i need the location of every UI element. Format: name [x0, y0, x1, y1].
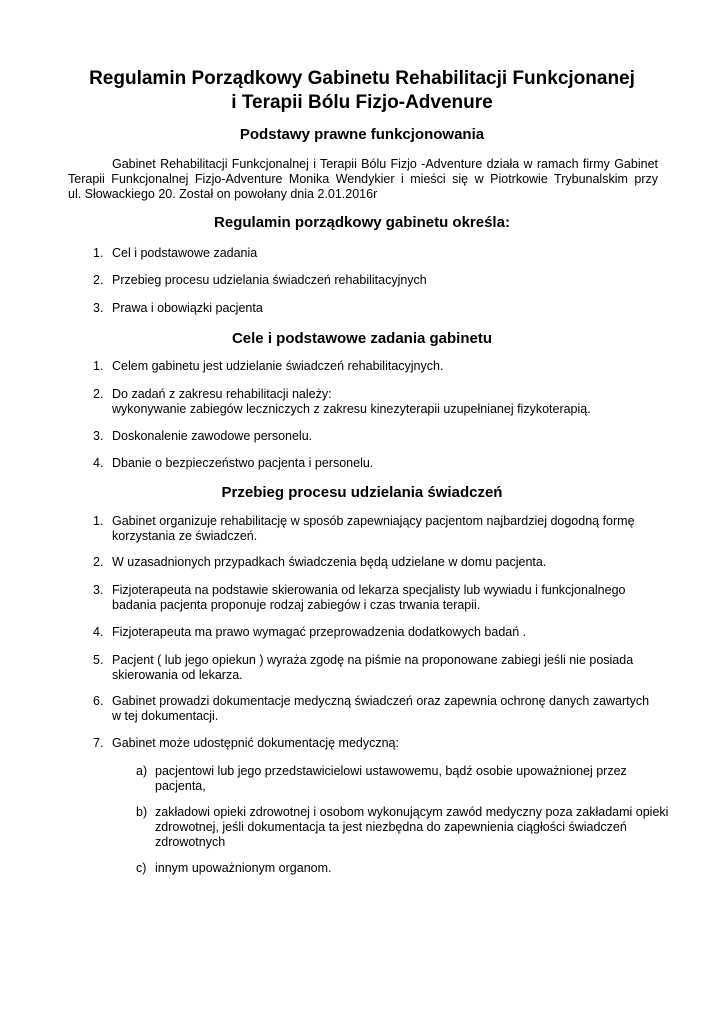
sub-list-item-text: pacjenta,: [155, 779, 206, 793]
document-title-line-2: i Terapii Bólu Fizjo-Advenure: [231, 92, 493, 113]
list-item-number: 2.: [93, 555, 104, 569]
legal-basis-paragraph: [68, 157, 658, 202]
paragraph-line: Terapii Funkcjonalnej Fizjo-Adventure Monika Wendykier i mieści się w Piotrkowie Trybunalskim przy: [68, 172, 658, 186]
section-heading-goals: Cele i podstawowe zadania gabinetu: [231, 330, 493, 347]
list-item-number: 1.: [93, 514, 104, 528]
list-item-number: 5.: [93, 653, 104, 667]
list-item-number: 2.: [93, 387, 104, 401]
list-item-text: Prawa i obowiązki pacjenta: [112, 301, 263, 315]
paragraph-line: Gabinet Rehabilitacji Funkcjonalnej i Terapii Bólu Fizjo -Adventure działa w ramach firmy Gabinet: [112, 157, 658, 171]
sub-list-item-text: zakładowi opieki zdrowotnej i osobom wykonującym zawód medyczny poza zakładami opieki: [155, 805, 669, 819]
list-item-text: korzystania ze świadczeń.: [112, 529, 258, 543]
list-item-text: Pacjent ( lub jego opiekun ) wyraża zgodę na piśmie na proponowane zabiegi jeśli nie posiada: [112, 653, 634, 667]
list-item-text: w tej dokumentacji.: [112, 709, 219, 723]
list-item-text: Celem gabinetu jest udzielanie świadczeń rehabilitacyjnych.: [112, 359, 444, 373]
sub-list-item-text: zdrowotnej, jeśli dokumentacja ta jest niezbędna do zapewnienia ciągłości świadczeń: [155, 820, 627, 834]
list-item-number: 6.: [93, 694, 104, 708]
list-item-number: 3.: [93, 301, 104, 315]
list-item-text: Fizjoterapeuta ma prawo wymagać przeprowadzenia dodatkowych badań .: [112, 625, 527, 639]
sub-list-item-letter: a): [136, 764, 148, 778]
sub-list-item-letter: b): [136, 805, 148, 819]
sub-list-item-text: innym upoważnionym organom.: [155, 861, 332, 875]
paragraph-line: ul. Słowackiego 20. Został on powołany dnia 2.01.2016r: [68, 187, 378, 201]
list-item-text: Fizjoterapeuta na podstawie skierowania od lekarza specjalisty lub wywiadu i funkcjonalnego: [112, 583, 626, 597]
section-heading-legal-basis: Podstawy prawne funkcjonowania: [239, 126, 485, 143]
list-item-number: 4.: [93, 456, 104, 470]
list-item-number: 1.: [93, 246, 104, 260]
list-item-text: Gabinet organizuje rehabilitację w sposób zapewniający pacjentom najbardziej dogodną formę: [112, 514, 635, 528]
sub-list-item-text: pacjentowi lub jego przedstawicielowi ustawowemu, bądź osobie upoważnionej przez: [155, 764, 627, 778]
list-item-text: W uzasadnionych przypadkach świadczenia będą udzielane w domu pacjenta.: [112, 555, 547, 569]
section-heading-process: Przebieg procesu udzielania świadczeń: [221, 484, 503, 501]
list-item-text: Przebieg procesu udzielania świadczeń rehabilitacyjnych: [112, 273, 427, 287]
list-item-text: Cel i podstawowe zadania: [112, 246, 258, 260]
list-item-text: Gabinet prowadzi dokumentacje medyczną świadczeń oraz zapewnia ochronę danych zawartych: [112, 694, 650, 708]
list-item-number: 2.: [93, 273, 104, 287]
list-item-text: Do zadań z zakresu rehabilitacji należy:: [112, 387, 332, 401]
list-item-text: wykonywanie zabiegów leczniczych z zakresu kinezyterapii uzupełnianej fizykoterapią.: [112, 402, 591, 416]
list-item-number: 4.: [93, 625, 104, 639]
list-item-text: Dbanie o bezpieczeństwo pacjenta i personelu.: [112, 456, 374, 470]
list-item-text: badania pacjenta proponuje rodzaj zabiegów i czas trwania terapii.: [112, 598, 481, 612]
sub-list-item-text: zdrowotnych: [155, 835, 226, 849]
list-item-text: Gabinet może udostępnić dokumentację medyczną:: [112, 736, 399, 750]
document-title-line-1: Regulamin Porządkowy Gabinetu Rehabilitacji Funkcjonanej: [89, 68, 635, 89]
section-heading-regulation-scope: Regulamin porządkowy gabinetu określa:: [214, 214, 510, 231]
list-item-number: 1.: [93, 359, 104, 373]
list-item-text: skierowania od lekarza.: [112, 668, 243, 682]
list-item-number: 3.: [93, 429, 104, 443]
list-item-number: 3.: [93, 583, 104, 597]
list-item-number: 7.: [93, 736, 104, 750]
sub-list-item-letter: c): [136, 861, 147, 875]
list-item-text: Doskonalenie zawodowe personelu.: [112, 429, 313, 443]
